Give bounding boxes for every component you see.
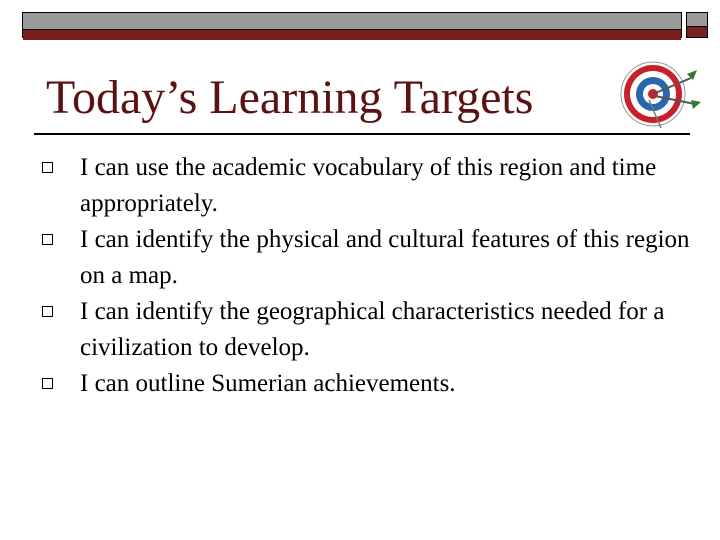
list-item (40, 294, 700, 366)
list-item-text: I can outline Sumerian achievements. (80, 370, 456, 397)
corner-maroon-stripe (687, 26, 707, 37)
square-bullet-icon (42, 162, 53, 173)
title-underline (34, 133, 690, 135)
list-item-text: I can identify the physical and cultural features of this region on a map. (80, 226, 690, 289)
square-bullet-icon (42, 234, 53, 245)
square-bullet-icon (42, 378, 53, 389)
list-item-text: I can identify the geographical characteristics needed for a civilization to develop. (80, 298, 665, 361)
target-icon (617, 56, 701, 132)
corner-decorative-box (686, 12, 708, 38)
list-item (40, 366, 700, 402)
square-bullet-icon (42, 306, 53, 317)
list-item-text: I can use the academic vocabulary of this region and time appropriately. (80, 154, 657, 217)
slide-title: Today’s Learning Targets (46, 71, 534, 124)
top-decorative-bar (22, 12, 682, 38)
list-item (40, 150, 700, 222)
top-bar-maroon-stripe (23, 29, 681, 40)
learning-targets-list (40, 150, 700, 402)
list-item (40, 222, 700, 294)
